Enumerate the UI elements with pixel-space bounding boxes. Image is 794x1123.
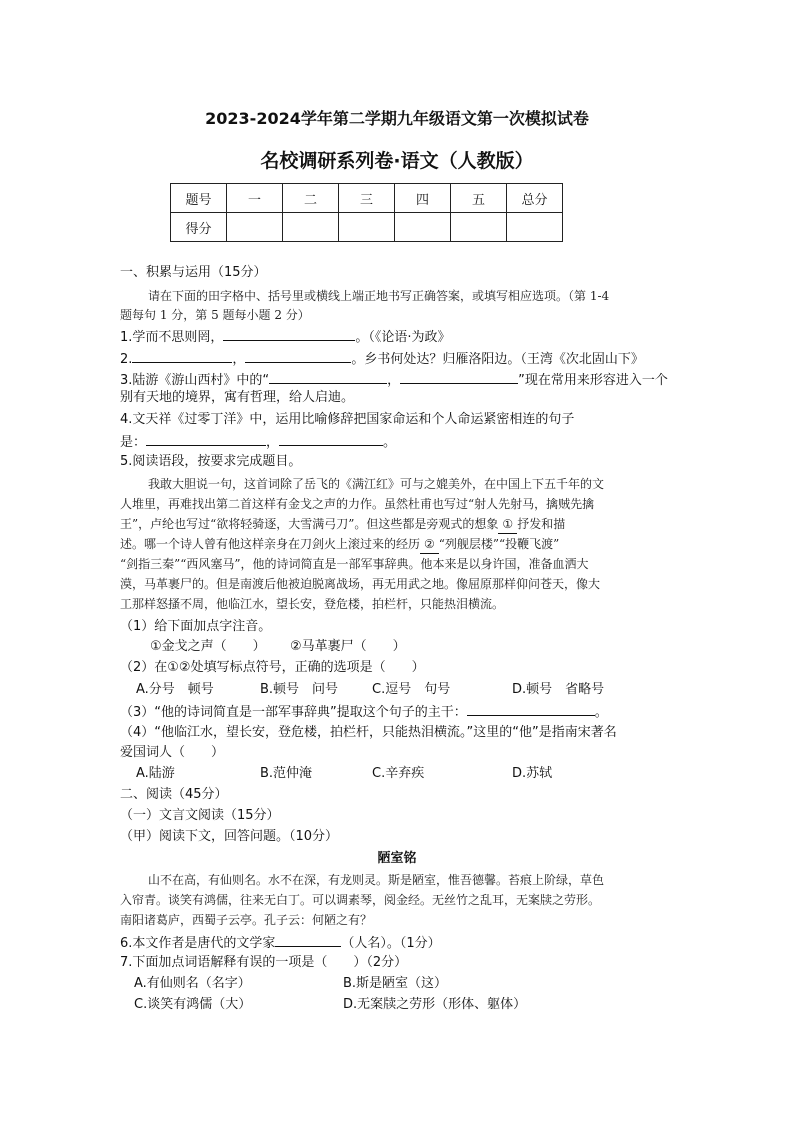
- question-1-prefix: 1.学而不思则罔，: [120, 330, 224, 345]
- question-3-sep: ，: [387, 373, 401, 388]
- passage-line: 漠，马革裹尸的。但是南渡后他被迫脱离战场，再无用武之地。像屈原那样仰问苍天，像大: [120, 577, 601, 591]
- passage-text: “列舰层楼”“投鞭飞渡”: [438, 537, 560, 551]
- option-a[interactable]: A.有仙则名（名字）: [134, 976, 251, 991]
- section-2-heading: 二、阅读（45分）: [120, 787, 228, 802]
- score-table: [170, 183, 563, 242]
- question-3-line-2: 别有天地的境界，寓有哲理，给人启迪。: [120, 390, 355, 405]
- option-d[interactable]: D.顿号 省略号: [512, 682, 605, 697]
- question-4-suffix: 。: [383, 435, 397, 450]
- poem-line: 南阳诸葛庐，西蜀子云亭。孔子云：何陋之有？: [120, 913, 373, 927]
- option-c[interactable]: C.逗号 句号: [372, 682, 451, 697]
- question-5: 5.阅读语段，按要求完成题目。: [120, 454, 302, 469]
- poem-line: 入帘青。谈笑有鸿儒，往来无白丁。可以调素琴，阅金经。无丝竹之乱耳，无案牍之劳形。: [120, 893, 601, 907]
- sub-question-1-option-b[interactable]: ②马革裹尸（ ）: [290, 639, 406, 654]
- question-3-suffix: ”现在常用来形容进入一个: [518, 373, 668, 388]
- sub-question-3-text: （3）“他的诗词简直是一部军事辞典”提取这个句子的主干：: [120, 705, 467, 720]
- question-2-sep: ，: [232, 352, 246, 367]
- score-cell[interactable]: [395, 213, 451, 242]
- answer-blank[interactable]: [400, 370, 518, 384]
- punctuation-blank-1[interactable]: ①: [498, 515, 517, 534]
- answer-blank[interactable]: [467, 702, 595, 716]
- question-1: [120, 327, 451, 347]
- poem-title: 陋室铭: [377, 851, 417, 866]
- question-4-line-2: [120, 432, 396, 452]
- sub-question-3-end: 。: [594, 705, 608, 720]
- sub-question-2: （2）在①②处填写标点符号，正确的选项是（ ）: [120, 660, 425, 675]
- score-table-header-cell: 二: [283, 184, 339, 213]
- instruction-line-2: 题每句 1 分，第 5 题每小题 2 分）: [120, 308, 310, 322]
- question-2-suffix: 。乡书何处达？归雁洛阳边。（王湾《次北固山下》: [351, 352, 644, 367]
- score-table-header-row: [171, 184, 563, 213]
- score-table-header-cell: 题号: [171, 184, 227, 213]
- exam-subtitle: 名校调研系列卷·语文（人教版）: [260, 150, 534, 172]
- sub-question-4-line-1: （4）“他临江水，望长安，登危楼，拍栏杆，只能热泪横流。”这里的“他”是指南宋著名: [120, 725, 617, 740]
- passage-line: [120, 515, 565, 534]
- score-table-row-label: 得分: [171, 213, 227, 242]
- passage-text: 抒发和描: [517, 517, 566, 531]
- answer-blank[interactable]: [132, 349, 232, 363]
- question-6: [120, 933, 441, 953]
- score-table-header-cell: 四: [395, 184, 451, 213]
- option-b[interactable]: B.斯是陋室（这）: [343, 976, 448, 991]
- question-4-line-1: 4.文天祥《过零丁洋》中，运用比喻修辞把国家命运和个人命运紧密相连的句子: [120, 412, 575, 427]
- sub-question-1: （1）给下面加点字注音。: [120, 619, 272, 634]
- option-c[interactable]: C.辛弃疾: [372, 766, 425, 781]
- reading-a-heading: （甲）阅读下文，回答问题。（10分）: [120, 829, 339, 844]
- exam-title: 2023-2024学年第二学期九年级语文第一次模拟试卷: [205, 109, 589, 128]
- score-cell[interactable]: [283, 213, 339, 242]
- option-a[interactable]: A.陆游: [136, 766, 175, 781]
- score-cell[interactable]: [451, 213, 507, 242]
- option-b[interactable]: B.范仲淹: [260, 766, 313, 781]
- answer-blank[interactable]: [223, 327, 355, 341]
- score-cell[interactable]: [227, 213, 283, 242]
- passage-line: 我敢大胆说一句，这首词除了岳飞的《满江红》可与之媲美外，在中国上下五千年的文: [148, 477, 605, 491]
- sub-question-3: [120, 702, 608, 722]
- question-1-suffix: 。（《论语·为政》: [355, 330, 451, 345]
- score-table-header-cell: 三: [339, 184, 395, 213]
- answer-blank[interactable]: [275, 933, 341, 947]
- passage-text: 王”，卢纶也写过“欲将轻骑逐，大雪满弓刀”。但这些都是旁观式的想象: [120, 517, 499, 531]
- option-d[interactable]: D.苏轼: [512, 766, 553, 781]
- question-6-text: 6.本文作者是唐代的文学家: [120, 936, 276, 951]
- passage-line: “剑指三秦”“西风塞马”，他的诗词简直是一部军事辞典。他本来是以身许国，准备血洒大: [120, 557, 589, 571]
- score-table-header-cell: 五: [451, 184, 507, 213]
- score-table-header-cell: 总分: [507, 184, 563, 213]
- question-4-sep: ，: [266, 435, 280, 450]
- score-table-header-cell: 一: [227, 184, 283, 213]
- option-a[interactable]: A.分号 顿号: [136, 682, 214, 697]
- passage-line: 人堆里，再难找出第二首这样有金戈之声的力作。虽然杜甫也写过“射人先射马，擒贼先擒: [120, 497, 595, 511]
- option-d[interactable]: D.无案牍之劳形（形体、躯体）: [343, 997, 527, 1012]
- score-table-score-row: [171, 213, 563, 242]
- answer-blank[interactable]: [269, 370, 387, 384]
- passage-line: 工那样怒搔不周，他临江水，望长安，登危楼，拍栏杆，只能热泪横流。: [120, 597, 505, 611]
- question-6-suffix: （人名）。（1分）: [341, 936, 441, 951]
- sub-question-1-option-a[interactable]: ①金戈之声（ ）: [150, 639, 266, 654]
- passage-line: [120, 535, 559, 554]
- punctuation-blank-2[interactable]: ②: [420, 535, 439, 554]
- answer-blank[interactable]: [146, 432, 266, 446]
- section-1-heading: 一、积累与运用（15分）: [120, 265, 267, 280]
- section-2-subheading: （一）文言文阅读（15分）: [120, 808, 280, 823]
- poem-line: 山不在高，有仙则名。水不在深，有龙则灵。斯是陋室，惟吾德馨。苔痕上阶绿，草色: [148, 873, 605, 887]
- score-cell[interactable]: [339, 213, 395, 242]
- sub-question-4-line-2: 爱国词人（ ）: [120, 745, 225, 760]
- option-c[interactable]: C.谈笑有鸿儒（大）: [134, 997, 252, 1012]
- question-4-prefix: 是：: [120, 435, 147, 450]
- passage-text: 述。哪一个诗人曾有他这样亲身在刀剑火上滚过来的经历: [120, 537, 421, 551]
- question-7: 7.下面加点词语解释有误的一项是（ ）（2分）: [120, 955, 408, 970]
- instruction-line-1: 请在下面的田字格中、括号里或横线上端正地书写正确答案，或填写相应选项。（第 1-4: [148, 289, 610, 303]
- question-2: [120, 349, 644, 369]
- option-b[interactable]: B.顿号 问号: [260, 682, 339, 697]
- score-cell[interactable]: [507, 213, 563, 242]
- question-3-prefix: 3.陆游《游山西村》中的“: [120, 373, 270, 388]
- question-3-line-1: [120, 370, 668, 390]
- answer-blank[interactable]: [245, 349, 351, 363]
- question-2-prefix: 2.: [120, 352, 133, 367]
- answer-blank[interactable]: [279, 432, 383, 446]
